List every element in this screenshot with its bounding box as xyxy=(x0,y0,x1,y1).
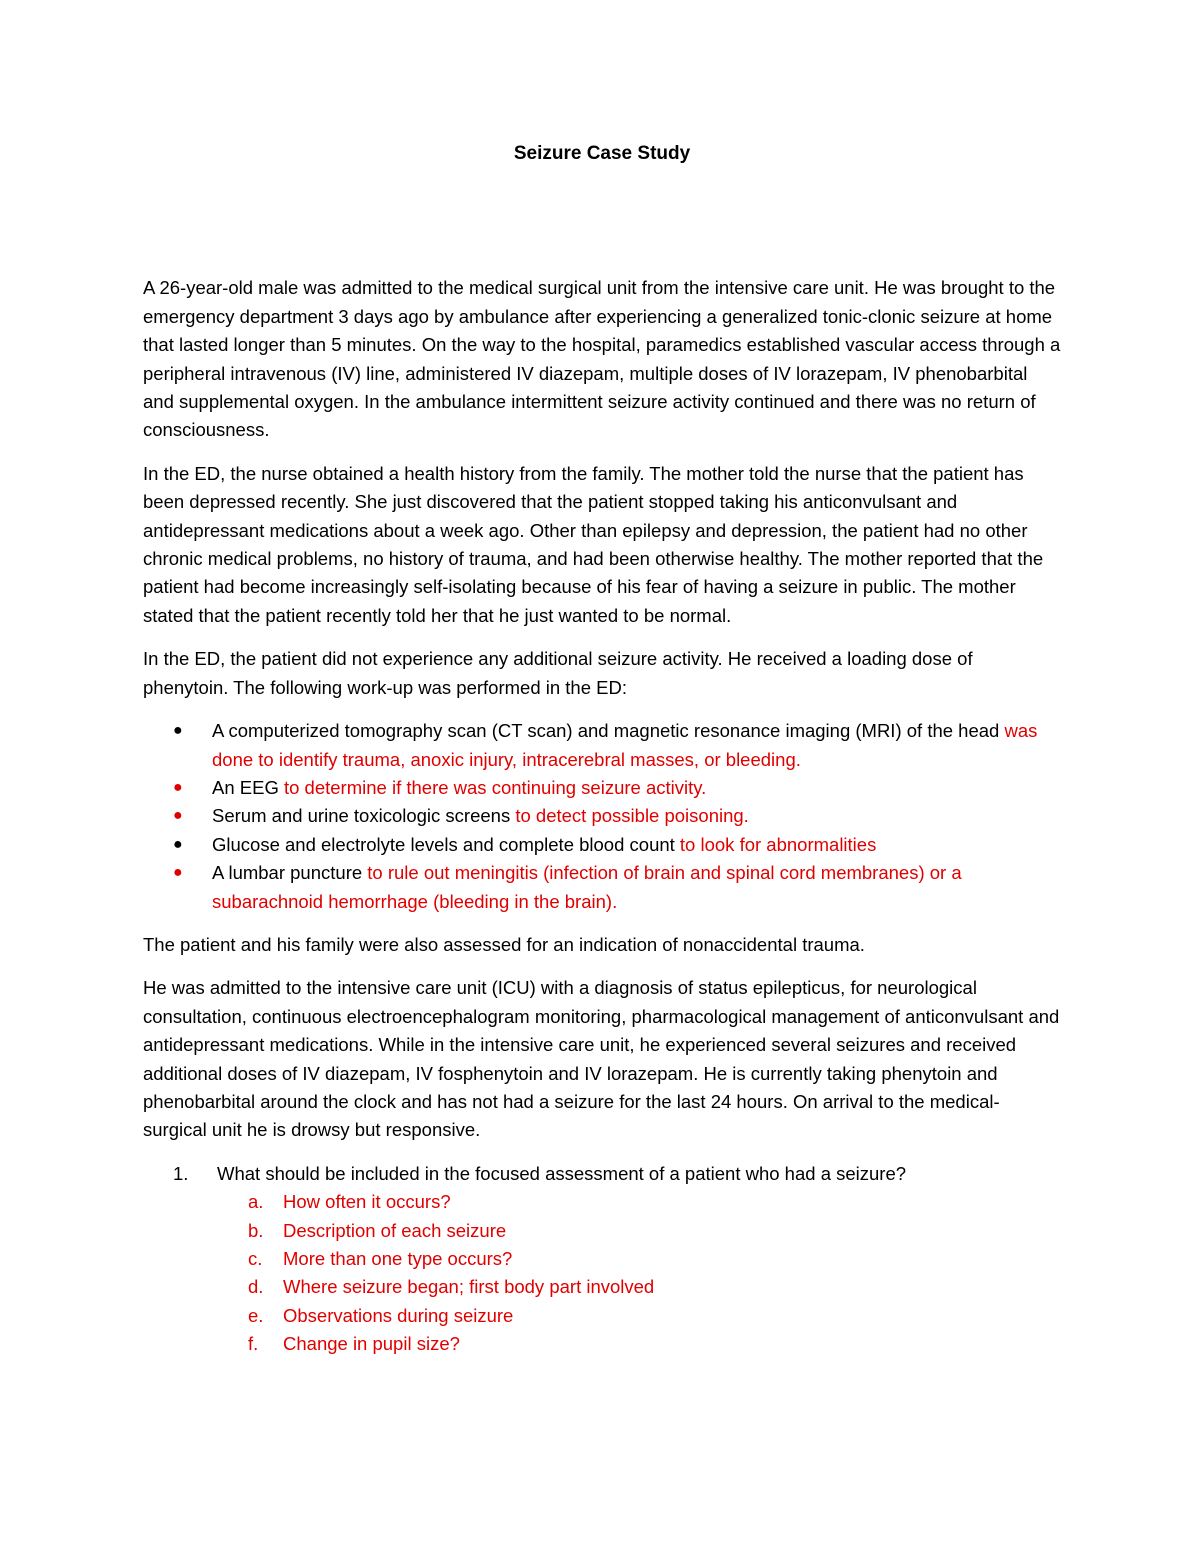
answer-letter: e. xyxy=(248,1304,264,1326)
answer-letter: d. xyxy=(248,1276,264,1298)
case-paragraph-workup-intro: In the ED, the patient did not experience any additional seizure activity. He received a loading dose of phenytoin. The following work-up was performed in the ED: xyxy=(143,648,973,698)
answer-item xyxy=(217,1302,1061,1330)
workup-item xyxy=(143,717,1061,774)
workup-item-text: Serum and urine toxicologic screens xyxy=(212,805,516,827)
answer-item xyxy=(217,1273,1061,1301)
answer-text: How often it occurs? xyxy=(283,1191,451,1213)
case-paragraph-trauma: The patient and his family were also assessed for an indication of nonaccidental trauma. xyxy=(143,933,865,955)
answer-letter: b. xyxy=(248,1219,264,1241)
document-title: Seizure Case Study xyxy=(513,143,691,164)
answer-item xyxy=(217,1330,1061,1358)
workup-item-answer: to rule out meningitis (infection of brain and spinal cord membranes) or a subarachnoid hemorrhage (bleeding in the brain). xyxy=(212,862,962,912)
answer-item xyxy=(217,1245,1061,1273)
answer-letter: c. xyxy=(248,1248,263,1269)
answer-letter: a. xyxy=(248,1191,264,1213)
case-paragraph-admission: A 26-year-old male was admitted to the medical surgical unit from the intensive care unit. He was brought to the emergency department 3 days ago by ambulance after experiencing a generalized tonic-clonic seizure at home that lasted longer than 5 minutes. On the way to the hospital, paramedics established vascular access through a peripheral intravenous (IV) line, administered IV diazepam, multiple doses of IV lorazepam, IV phenobarbital and supplemental oxygen. In the ambulance intermittent seizure activity continued and there was no return of consciousness. xyxy=(143,277,1061,441)
workup-item xyxy=(143,859,1061,916)
workup-item-text: A computerized tomography scan (CT scan) and magnetic resonance imaging (MRI) of the head xyxy=(212,720,1005,742)
workup-item-answer: was done to identify trauma, anoxic injury, intracerebral masses, or bleeding. xyxy=(212,720,1038,770)
workup-item xyxy=(143,774,1061,802)
answer-item xyxy=(217,1217,1061,1245)
answer-text: More than one type occurs? xyxy=(283,1248,513,1269)
workup-list xyxy=(143,717,1061,916)
question-number: 1. xyxy=(173,1162,189,1184)
workup-item-answer: to determine if there was continuing seizure activity. xyxy=(283,776,707,798)
workup-item-text: An EEG xyxy=(212,776,284,798)
bullet-icon: ● xyxy=(173,864,183,882)
question-list xyxy=(143,1160,1061,1359)
question-text: What should be included in the focused assessment of a patient who had a seizure? xyxy=(217,1162,907,1184)
bullet-icon: ● xyxy=(173,835,183,853)
workup-item-answer: to look for abnormalities xyxy=(679,833,877,855)
question-item xyxy=(143,1160,1061,1359)
bullet-icon: ● xyxy=(173,778,183,796)
workup-item-answer: to detect possible poisoning. xyxy=(515,805,749,827)
document-content xyxy=(143,140,1061,1359)
workup-item xyxy=(143,831,1061,859)
answer-text: Change in pupil size? xyxy=(283,1333,460,1355)
workup-item-text: A lumbar puncture xyxy=(212,862,368,884)
answer-text: Description of each seizure xyxy=(283,1219,507,1241)
answer-item xyxy=(217,1188,1061,1216)
workup-item-text: Glucose and electrolyte levels and complete blood count xyxy=(212,833,680,855)
workup-item xyxy=(143,802,1061,830)
bullet-icon: ● xyxy=(173,807,183,825)
answer-text: Where seizure began; first body part involved xyxy=(283,1276,655,1298)
case-paragraph-history: In the ED, the nurse obtained a health history from the family. The mother told the nurse that the patient has been depressed recently. She just discovered that the patient stopped taking his anticonvulsant and antidepressant medications about a week ago. Other than epilepsy and depression, the patient had no other chronic medical problems, no history of trauma, and had been otherwise healthy. The mother reported that the patient had become increasingly self-isolating because of his fear of having a seizure in public. The mother stated that the patient recently told her that he just wanted to be normal. xyxy=(143,462,1044,626)
answer-text: Observations during seizure xyxy=(283,1304,514,1326)
answer-letter: f. xyxy=(248,1333,259,1355)
case-paragraph-icu: He was admitted to the intensive care unit (ICU) with a diagnosis of status epilepticus, for neurological consultation, continuous electroencephalogram monitoring, pharmacological management of anticonvulsant and antidepressant medications. While in the intensive care unit, he experienced several seizures and received additional doses of IV diazepam, IV fosphenytoin and IV lorazepam. He is currently taking phenytoin and phenobarbital around the clock and has not had a seizure for the last 24 hours. On arrival to the medical-surgical unit he is drowsy but responsive. xyxy=(143,977,1060,1141)
answer-list xyxy=(217,1188,1061,1358)
bullet-icon: ● xyxy=(173,722,183,740)
